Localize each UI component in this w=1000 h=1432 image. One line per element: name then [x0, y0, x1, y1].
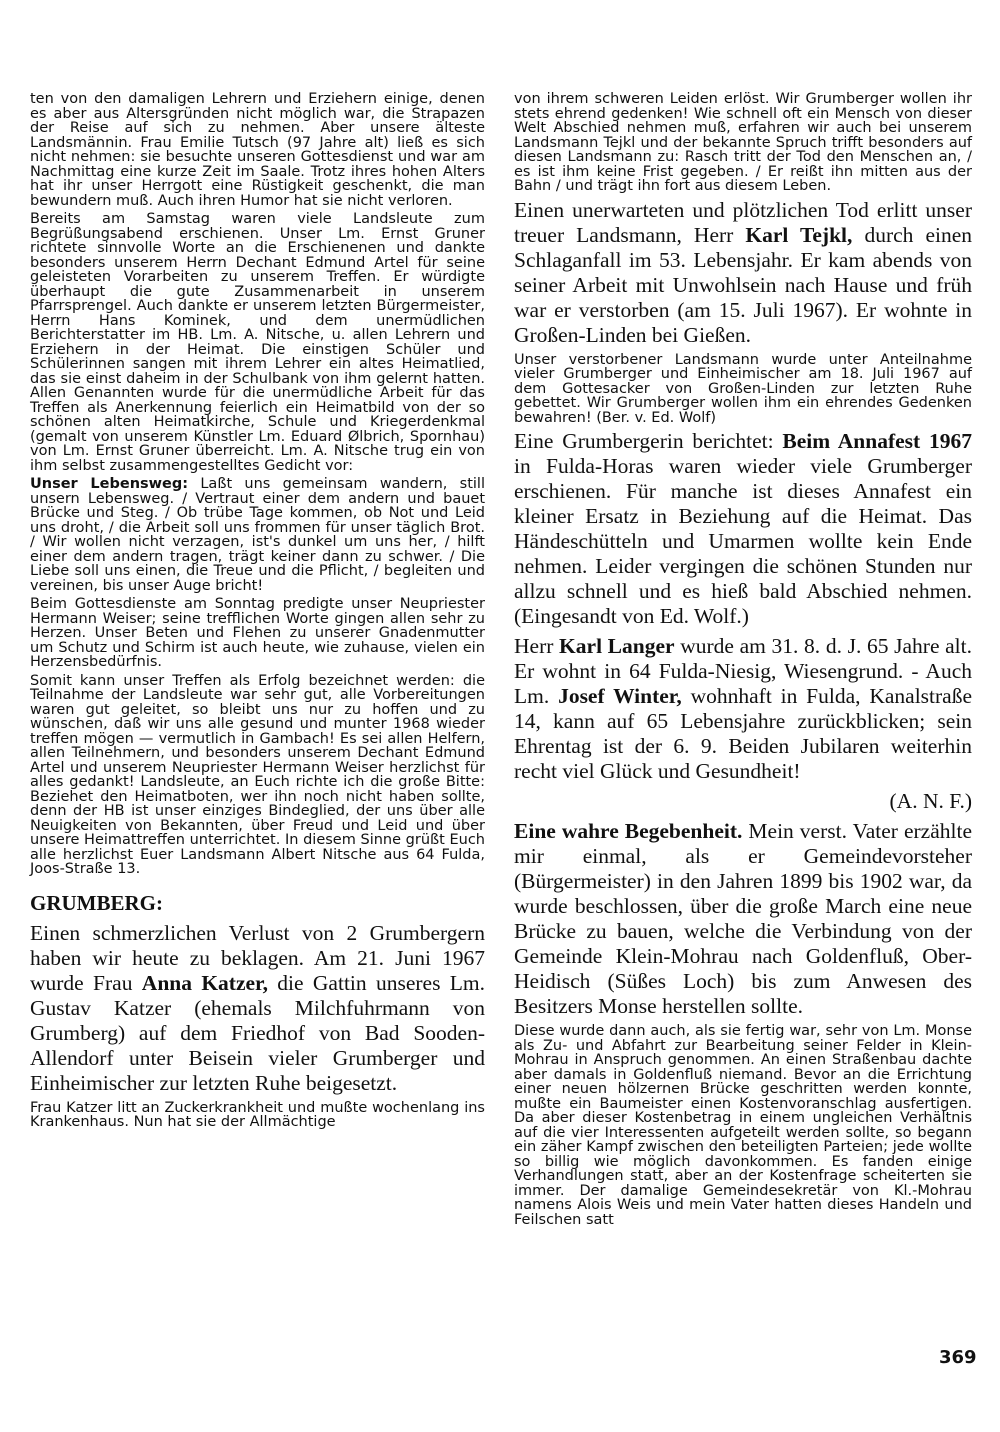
text-run: in Fulda-Horas waren wieder viele Grumberger erschienen. Für manche ist dieses Annafest ein kleiner Ersatz in Beziehung auf die Heimat. Das Händeschütteln und Umarmen wollte kein Ende nehmen. Leider vergingen die schönen Stunden nur allzu schnell und es hieß bald Abschied nehmen. (Eingesandt von Ed. Wolf.): [514, 454, 972, 628]
text-run: Herr: [514, 634, 560, 658]
right-column: [514, 92, 972, 1231]
paragraph: Somit kann unser Treffen als Erfolg bezeichnet werden: die Teilnahme der Landsleute war sehr gut, alle Vorbereitungen waren gut geleitet, so bleibt uns nur zu hoffen und zu wünschen, daß wir uns alle gesund und munter 1968 wieder treffen mögen — vermutlich in Gambach! Es sei allen Helfern, allen Teilnehmern, und besonders unserem Dechant Edmund Artel und unserem Neupriester Hermann Weiser herzlichst für alles gedankt! Landsleute, an Euch richte ich die große Bitte: Beziehet den Heimatboten, wer ihn noch nicht haben sollte, denn der HB ist unser einziges Bindeglied, der uns über alle Neuigkeiten von Bekannten, über Freud und Leid und über unsere Heimattreffen unterrichtet. In diesem Sinne grüßt Euch alle herzlichst Euer Landsmann Albert Nitsche aus 64 Fulda, Joos-Straße 13.: [30, 672, 485, 877]
bold-title: Eine wahre Begebenheit.: [514, 819, 743, 843]
signature: (A. N. F.): [889, 789, 972, 813]
text-run: Mein verst. Vater erzählte mir einmal, als er Gemeindevorsteher (Bürgermeister) in den Jahren 1899 bis 1902 war, da wurde beschlossen, über die große March eine neue Brücke zu bauen, welche die Verbindung von der Gemeinde Klein-Mohrau nach Goldenfluß, Ober-Heidisch (Süßes Loch) bis zum Anwesen des Besitzers Monse herstellen sollte.: [514, 819, 972, 1018]
paragraph: Unser verstorbener Landsmann wurde unter Anteilnahme vieler Grumberger und Einheimischer am 18. Juli 1967 auf dem Gottesacker von Großen-Linden zur letzten Ruhe gebettet. Wir Grumberger wollen ihm ein ehrendes Gedenken bewahren! (Ber. v. Ed. Wolf): [514, 351, 972, 426]
paragraph: [30, 921, 485, 1096]
paragraph: [514, 819, 972, 1019]
text-run: wurde am 31. 8. d. J. 65 Jahre alt. Er wohnt in 64 Fulda-Niesig, Wiesengrund. - Auch Lm.: [514, 634, 973, 708]
bold-name: Beim Annafest 1967: [782, 429, 972, 453]
page-number: 369: [939, 1347, 977, 1368]
text-run: durch einen Schlaganfall im 53. Lebensjahr. Er kam abends von seiner Arbeit mit Unwohlsein nach Hause und früh war er verstorben (am 15. Juli 1967). Er wohnte in Großen-Linden bei Gießen.: [514, 222, 973, 347]
bold-name: Karl Tejkl,: [745, 222, 853, 247]
bold-name: Anna Katzer,: [141, 970, 268, 995]
paragraph: [514, 429, 972, 629]
paragraph: Beim Gottesdienste am Sonntag predigte unser Neupriester Hermann Weiser; seine trefflichen Worte gingen allen sehr zu Herzen. Unser Beten und Flehen zu unserer Gnadenmutter um Schutz und Schirm ist auch heute, wie zuhause, vielen ein Herzensbedürfnis.: [30, 596, 485, 670]
paragraph: [514, 198, 972, 348]
text-run: wohnhaft in Fulda, Kanalstraße 14, kann auf 65 Lebensjahre zurückblicken; sein Ehrentag ist der 6. 9. Beiden Jubilaren weiterhin recht viel Glück und Gesundheit!: [514, 684, 973, 783]
text-run: die Gattin unseres Lm. Gustav Katzer (ehemals Milchfuhrmann von Grumberg) auf dem Friedhof von Bad Sooden-Allendorf unter Beisein vieler Grumberger und Einheimischer zur letzten Ruhe beigesetzt.: [30, 970, 486, 1095]
left-column: [30, 92, 485, 1134]
bold-name: Karl Langer: [559, 634, 675, 658]
paragraph: von ihrem schweren Leiden erlöst. Wir Grumberger wollen ihr stets ehrend gedenken! Wie schnell oft ein Mensch von dieser Welt Abschied nehmen muß, erfahren wir auch bei unserem Landsmann Tejkl und der bekannte Spruch trifft besonders auf diesen Landsmann zu: Rasch tritt der Tod den Menschen an, / es ist ihm keine Frist gegeben. / Er reißt ihn mitten aus der Bahn / und trägt ihn fort aus diesem Leben.: [514, 91, 972, 194]
paragraph: ten von den damaligen Lehrern und Erziehern einige, denen es aber aus Altersgründen nicht möglich war, die Strapazen der Reise auf sich zu nehmen. Aber unsere älteste Landsmännin. Frau Emilie Tutsch (97 Jahre alt) ließ es sich nicht nehmen: sie besuchte unseren Gottesdienst und war am Nachmittag eine kurze Zeit im Saale. Trotz ihres hohen Alters hat ihr unser Herrgott eine Rüstigkeit geschenkt, die man bewundern muß. Auch ihren Humor hat sie nicht verloren.: [30, 91, 485, 209]
poem-text: Laßt uns gemeinsam wandern, still unsern Lebensweg. / Vertraut einer dem andern und bauet Brücke und Steg. / Ob trübe Tage kommen, ob Not und Leid uns droht, / die Arbeit soll uns frommen für unser täglich Brot. / Wir wollen nicht verzagen, ist's dunkel um uns her, / hilft einer dem andern tragen, trägt keiner dann zu schwer. / Die Liebe soll uns einen, die Treue und die Pflicht, / begleiten und vereinen, bis unser Auge bricht!: [30, 476, 485, 594]
bold-name: Josef Winter,: [558, 684, 682, 708]
section-heading: GRUMBERG:: [30, 890, 163, 915]
text-run: Einen schmerzlichen Verlust von 2 Grumbergern haben wir heute zu beklagen. Am 21. Juni 1967 wurde Frau: [30, 920, 485, 995]
paragraph: Diese wurde dann auch, als sie fertig war, sehr von Lm. Monse als Zu- und Abfahrt zur Bearbeitung seiner Felder in Klein-Mohrau in Anspruch genommen. An einen Straßenbau dachte aber damals in Goldenfluß niemand. Bevor an die Errichtung einer neuen hölzernen Brücke geschritten werden konnte, mußte ein Baumeister einen Kostenvoranschlag ausfertigen. Da aber dieser Kostenbetrag in einem ungleichen Verhältnis auf die vier Interessenten aufgeteilt werden sollte, so begann ein zäher Kampf zwischen den beteiligten Parteien; jede wollte so billig wie möglich davonkommen. Es fanden einige Verhandlungen statt, aber an der Kostenfrage scheiterten sie immer. Der damalige Gemeindesekretär von Kl.-Mohrau namens Alois Weis und mein Vater hatten dieses Handeln und Feilschen satt: [514, 1023, 972, 1228]
poem-paragraph: [30, 477, 485, 593]
paragraph: Frau Katzer litt an Zuckerkrankheit und mußte wochenlang ins Krankenhaus. Nun hat sie der Allmächtige: [30, 1099, 485, 1130]
text-run: Einen unerwarteten und plötzlichen Tod erlitt unser treuer Landsmann, Herr: [514, 197, 972, 247]
poem-title: Unser Lebensweg:: [30, 476, 189, 492]
paragraph: Bereits am Samstag waren viele Landsleute zum Begrüßungsabend erschienen. Unser Lm. Ernst Gruner richtete sinnvolle Worte an die Erschienenen und dankte besonders unserem Herrn Dechant Edmund Artel für seine geleisteten Vorarbeiten zu unserem Treffen. Er würdigte überhaupt die gute Zusammenarbeit in unserem Pfarrsprengel. Auch dankte er unserem letzten Bürgermeister, Herrn Hans Kominek, und dem unermüdlichen Berichterstatter im HB. Lm. A. Nitsche, u. allen Lehrern und Erziehern in der Heimat. Die einstigen Schüler und Schülerinnen sangen mit ihrem Lehrer ein altes Heimatlied, das sie einst daheim in der Schulbank von ihm gelernt hatten. Allen Genannten wurde für die unermüdliche Arbeit für das Treffen als Anerkennung feierlich ein Heimatbild von der so schönen alten Heimatkirche, Schule und Kriegerdenkmal (gemalt von unserem Künstler Lm. Eduard Ølbrich, Spornhau) von Lm. Ernst Gruner überreicht. Lm. A. Nitsche trug ein von ihm selbst zusammengestelltes Gedicht vor:: [30, 211, 485, 474]
text-run: Eine Grumbergerin berichtet:: [514, 429, 783, 453]
paragraph: [514, 634, 972, 784]
